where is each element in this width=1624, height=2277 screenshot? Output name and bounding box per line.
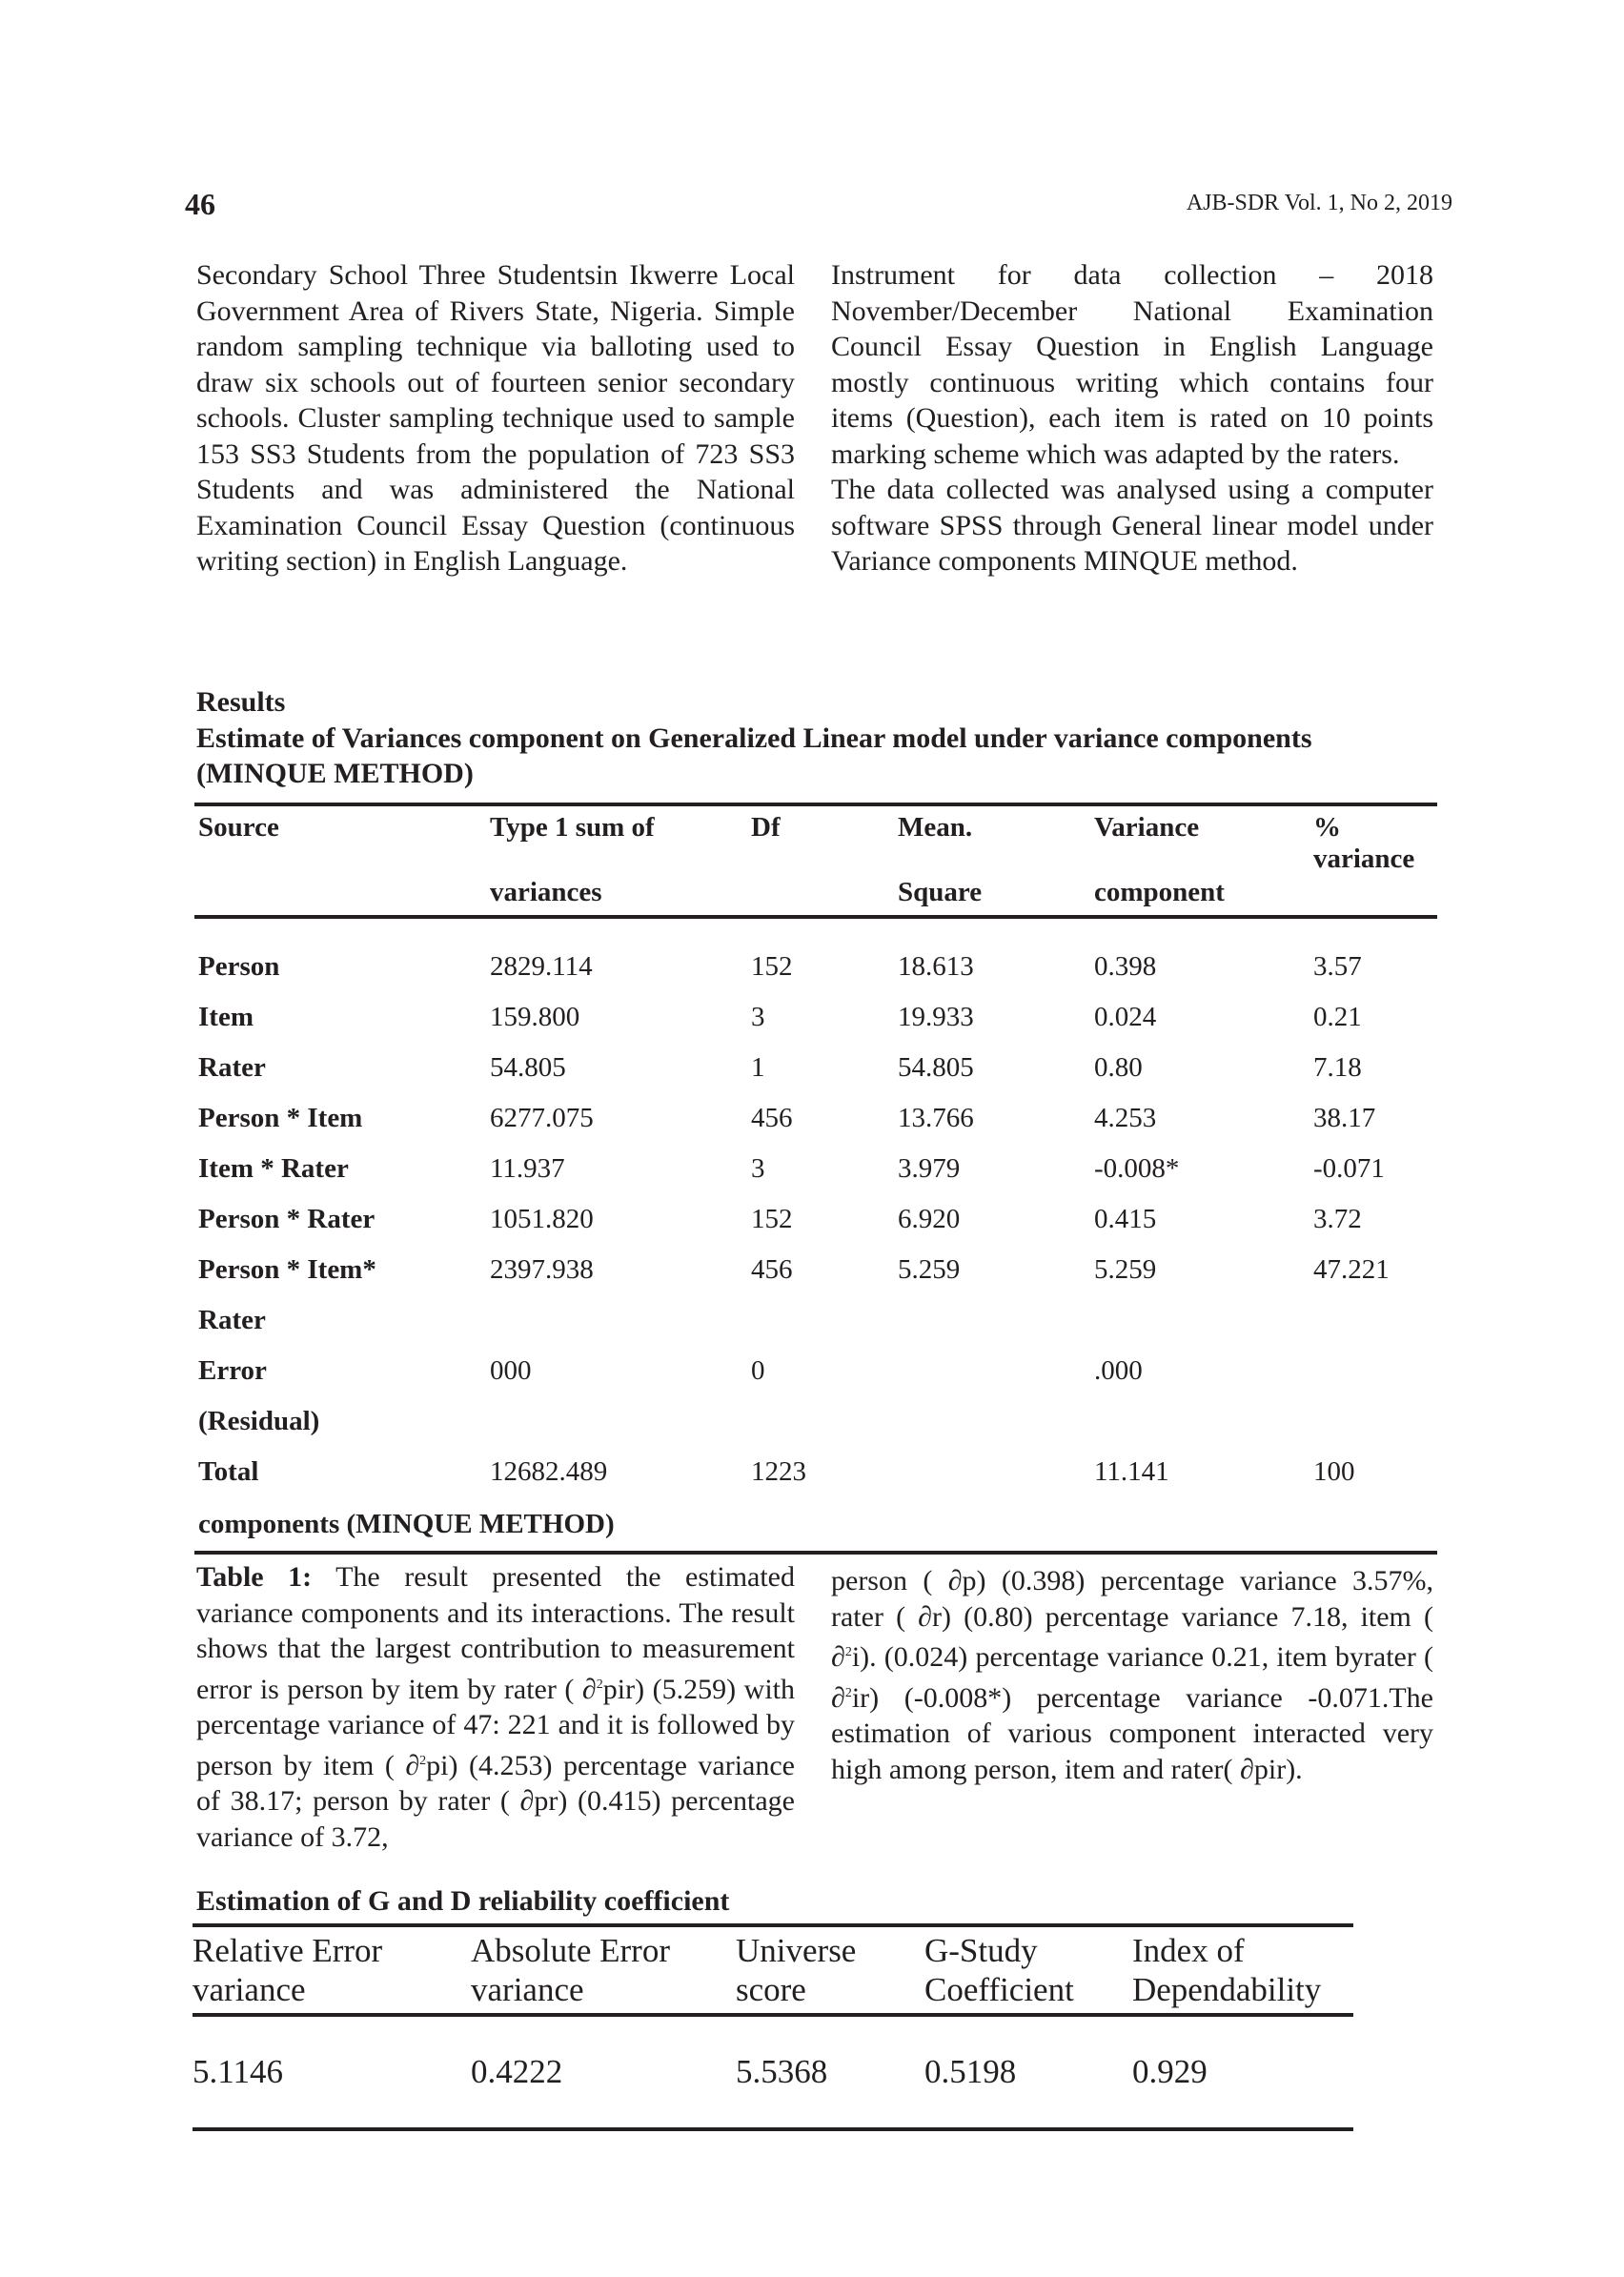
cell-percent: 0.21 bbox=[1313, 1002, 1362, 1032]
discussion-text: person ( ∂p) (0.398) percentage variance 3.57%, rater ( ∂r) (0.80) percentage variance 7.18, item ( ∂ bbox=[831, 1565, 1433, 1673]
cell-source: Item * Rater bbox=[198, 1153, 349, 1184]
superscript: 2 bbox=[844, 1685, 852, 1700]
cell-mean-square bbox=[894, 1346, 1090, 1396]
discussion-text: ir) (-0.008*) percentage variance -0.071.The estimation of various component interacted very high among person, item and rater( ∂pir). bbox=[831, 1681, 1433, 1785]
cell-mean-square bbox=[894, 1396, 1090, 1447]
value-dependability: 0.929 bbox=[1132, 2015, 1353, 2129]
value-relative-error: 5.1146 bbox=[193, 2015, 471, 2129]
table-row bbox=[194, 1346, 1437, 1396]
cell-source: Rater bbox=[198, 1052, 266, 1083]
table-row bbox=[194, 1245, 1437, 1295]
header-line: score bbox=[736, 1971, 806, 2008]
cell-percent bbox=[1309, 1346, 1437, 1396]
sampling-paragraph: Secondary School Three Studentsin Ikwerre Local Government Area of Rivers State, Nigeria. Simple random sampling technique via balloting used to draw six schools out of fourteen senior secondary schools. Cluster sampling technique used to sample 153 SS3 Students from the population of 723 SS3 Students and was administered the National Examination Council Essay Question (continuous writing section) in English Language. bbox=[196, 259, 795, 577]
header-absolute-error bbox=[471, 1925, 736, 2015]
header-mean-square: Mean. bbox=[898, 812, 973, 843]
header-universe-score bbox=[736, 1925, 924, 2015]
cell-mean-square: 3.979 bbox=[898, 1153, 961, 1184]
gd-section-title: Estimation of G and D reliability coefficient bbox=[196, 1885, 730, 1917]
table-title: Estimate of Variances component on Generalized Linear model under variance components bbox=[196, 722, 1312, 754]
value-absolute-error: 0.4222 bbox=[471, 2015, 736, 2129]
table-header-row-2 bbox=[194, 875, 1437, 917]
cell-percent: -0.071 bbox=[1313, 1153, 1385, 1184]
cell-source: Person * Rater bbox=[198, 1204, 376, 1234]
cell-variance: 0.80 bbox=[1094, 1052, 1143, 1083]
cell-source: Person bbox=[198, 951, 280, 982]
header2-df bbox=[747, 875, 894, 917]
cell-df: 1223 bbox=[751, 1456, 806, 1487]
cell-variance: 11.141 bbox=[1094, 1456, 1169, 1487]
cell-source: Error bbox=[198, 1355, 267, 1386]
header2-variance-component: component bbox=[1090, 875, 1309, 917]
header-variance-component: Variance bbox=[1094, 812, 1200, 843]
cell-sum: 6277.075 bbox=[490, 1103, 594, 1133]
table-title-method: (MINQUE METHOD) bbox=[196, 758, 474, 789]
discussion-left-paragraph bbox=[196, 1559, 795, 1855]
cell-variance bbox=[1090, 1295, 1309, 1346]
header-line: Coefficient bbox=[924, 1971, 1074, 2008]
cell-variance: 0.398 bbox=[1094, 951, 1157, 982]
running-head: AJB-SDR Vol. 1, No 2, 2019 bbox=[1186, 191, 1452, 215]
cell-source: Total bbox=[198, 1456, 259, 1487]
discussion-right-paragraph bbox=[831, 1563, 1433, 1787]
header-line: G-Study bbox=[924, 1932, 1038, 1969]
table-footer-caption-row bbox=[194, 1497, 1437, 1553]
discussion-text: pi) (4.253) percentage variance of 38.17; person by rater ( ∂pr) (0.415) percentage variance of 3.72, bbox=[196, 1749, 796, 1853]
header2-type1-sum: variances bbox=[486, 875, 747, 917]
value-g-study: 0.5198 bbox=[924, 2015, 1132, 2129]
intro-right-column bbox=[831, 257, 1433, 579]
cell-sum: 2397.938 bbox=[490, 1254, 594, 1285]
cell-mean-square: 18.613 bbox=[898, 951, 974, 982]
discussion-text: The result presented the estimated variance components and its interactions. The result shows that the largest contribution to measurement error is person by item by rater ( ∂ bbox=[196, 1561, 795, 1705]
results-heading-block bbox=[196, 684, 1435, 792]
cell-df bbox=[747, 1396, 894, 1447]
cell-mean-square: 5.259 bbox=[898, 1254, 961, 1285]
table-row bbox=[194, 1396, 1437, 1447]
cell-variance: 0.415 bbox=[1094, 1204, 1157, 1234]
results-heading: Results bbox=[196, 686, 286, 718]
cell-df bbox=[747, 1295, 894, 1346]
cell-variance bbox=[1090, 1396, 1309, 1447]
cell-sum bbox=[486, 1295, 747, 1346]
table-row bbox=[194, 1144, 1437, 1194]
cell-mean-square bbox=[894, 1447, 1090, 1497]
cell-df: 456 bbox=[751, 1103, 793, 1133]
cell-df: 1 bbox=[751, 1052, 765, 1083]
superscript: 2 bbox=[596, 1677, 603, 1692]
header-line: Index of bbox=[1132, 1932, 1245, 1969]
header-line: Absolute Error bbox=[471, 1932, 670, 1969]
header-type1-sum: Type 1 sum of bbox=[490, 812, 655, 843]
variance-components-table bbox=[194, 803, 1437, 1555]
table-row bbox=[194, 1043, 1437, 1093]
cell-df: 152 bbox=[751, 951, 793, 982]
analysis-paragraph: The data collected was analysed using a computer software SPSS through General linear model under Variance components MINQUE method. bbox=[831, 474, 1433, 577]
cell-percent: 47.221 bbox=[1313, 1254, 1390, 1285]
cell-variance: 5.259 bbox=[1094, 1254, 1157, 1285]
cell-df: 456 bbox=[751, 1254, 793, 1285]
superscript: 2 bbox=[844, 1645, 852, 1659]
cell-variance: 0.024 bbox=[1094, 1002, 1157, 1032]
discussion-text: pir) (5.259) with percentage variance of 47: 221 and it is followed by person by item ( ∂ bbox=[196, 1673, 795, 1781]
cell-df: 3 bbox=[751, 1153, 765, 1184]
cell-percent: 3.72 bbox=[1313, 1204, 1362, 1234]
cell-sum bbox=[486, 1396, 747, 1447]
table-footer-caption: components (MINQUE METHOD) bbox=[194, 1497, 1437, 1553]
table-row-total bbox=[194, 1447, 1437, 1497]
header-relative-error bbox=[193, 1925, 471, 2015]
cell-mean-square: 19.933 bbox=[898, 1002, 974, 1032]
header2-mean-square: Square bbox=[894, 875, 1090, 917]
superscript: 2 bbox=[419, 1753, 427, 1768]
header-line: variance bbox=[471, 1971, 584, 2008]
cell-sum: 1051.820 bbox=[490, 1204, 594, 1234]
table-header-row bbox=[194, 806, 1437, 875]
header-dependability bbox=[1132, 1925, 1353, 2015]
cell-sum: 2829.114 bbox=[490, 951, 593, 982]
cell-percent: 3.57 bbox=[1313, 951, 1362, 982]
cell-source: Person * Item* bbox=[198, 1254, 376, 1285]
cell-variance: -0.008* bbox=[1094, 1153, 1180, 1184]
header-source: Source bbox=[198, 812, 279, 843]
cell-percent: 7.18 bbox=[1313, 1052, 1362, 1083]
gd-reliability-table bbox=[193, 1923, 1353, 2131]
header-line: Universe bbox=[736, 1932, 857, 1969]
cell-mean-square: 54.805 bbox=[898, 1052, 974, 1083]
intro-left-column bbox=[196, 257, 795, 579]
cell-percent bbox=[1309, 1295, 1437, 1346]
cell-df: 0 bbox=[751, 1355, 765, 1386]
table-row bbox=[194, 992, 1437, 1043]
table-label: Table 1: bbox=[196, 1561, 313, 1593]
cell-variance: .000 bbox=[1094, 1355, 1143, 1386]
cell-source: (Residual) bbox=[198, 1406, 320, 1436]
header-df: Df bbox=[751, 812, 781, 843]
cell-percent: 100 bbox=[1313, 1456, 1355, 1487]
cell-mean-square bbox=[894, 1295, 1090, 1346]
cell-sum: 159.800 bbox=[490, 1002, 580, 1032]
cell-percent: 38.17 bbox=[1313, 1103, 1376, 1133]
cell-source: Person * Item bbox=[198, 1103, 363, 1133]
header-percent-variance: % variance bbox=[1313, 812, 1415, 874]
header-line: Dependability bbox=[1132, 1971, 1322, 2008]
cell-percent bbox=[1309, 1396, 1437, 1447]
cell-sum: 54.805 bbox=[490, 1052, 566, 1083]
cell-source: Rater bbox=[198, 1305, 266, 1335]
cell-sum: 12682.489 bbox=[490, 1456, 608, 1487]
cell-source: Item bbox=[198, 1002, 254, 1032]
gd-header-row bbox=[193, 1925, 1353, 2015]
gd-value-row bbox=[193, 2015, 1353, 2129]
cell-df: 152 bbox=[751, 1204, 793, 1234]
header-g-study bbox=[924, 1925, 1132, 2015]
discussion-text: i). (0.024) percentage variance 0.21, item byrater ( ∂ bbox=[831, 1641, 1433, 1714]
cell-df: 3 bbox=[751, 1002, 765, 1032]
value-universe-score: 5.5368 bbox=[736, 2015, 924, 2129]
table-row bbox=[194, 1295, 1437, 1346]
cell-mean-square: 6.920 bbox=[898, 1204, 961, 1234]
header-line: variance bbox=[193, 1971, 306, 2008]
cell-variance: 4.253 bbox=[1094, 1103, 1157, 1133]
page-number: 46 bbox=[185, 187, 215, 221]
table-row bbox=[194, 917, 1437, 992]
table-row bbox=[194, 1194, 1437, 1245]
cell-sum: 11.937 bbox=[490, 1153, 565, 1184]
cell-sum: 000 bbox=[490, 1355, 532, 1386]
header2-source bbox=[194, 875, 486, 917]
cell-mean-square: 13.766 bbox=[898, 1103, 974, 1133]
header-line: Relative Error bbox=[193, 1932, 383, 1969]
table-row bbox=[194, 1093, 1437, 1144]
header2-percent-variance bbox=[1309, 875, 1437, 917]
instrument-paragraph: Instrument for data collection – 2018 November/December National Examination Council Essay Question in English Language mostly continuous writing which contains four items (Question), each item is rated on 10 points marking scheme which was adapted by the raters. bbox=[831, 259, 1433, 470]
